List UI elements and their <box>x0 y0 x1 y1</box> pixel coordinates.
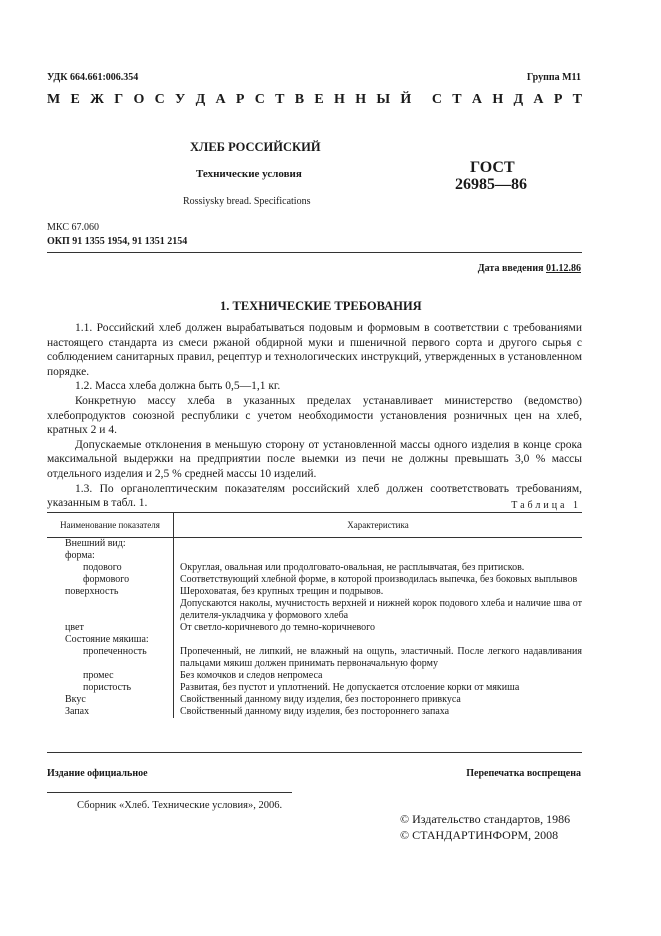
characteristic <box>174 538 583 551</box>
divider <box>47 252 582 253</box>
standard-banner <box>47 92 582 108</box>
indicator-name: промес <box>47 670 174 682</box>
okp-code: ОКП 91 1355 1954, 91 1351 2154 <box>47 236 188 247</box>
banner-letter: Д <box>195 92 206 107</box>
banner-letter: А <box>533 92 544 107</box>
reprint-note: Перепечатка воспрещена <box>466 768 581 779</box>
table-row <box>47 646 582 670</box>
introduction-date <box>478 263 581 274</box>
table-row <box>47 550 582 562</box>
organoleptic-table <box>47 512 582 718</box>
characteristic: Развитая, без пустот и уплотнений. Не допускается отслоение корки от мякиша <box>180 682 520 693</box>
banner-letter: М <box>47 92 61 107</box>
banner-letter: Р <box>235 92 245 107</box>
table-row <box>47 670 582 682</box>
banner-letter: С <box>154 92 165 107</box>
banner-letter: Т <box>452 92 462 107</box>
english-title: Rossiysky bread. Specifications <box>183 196 311 207</box>
characteristic: Шероховатая, без крупных трещин и подрывов. <box>180 586 384 597</box>
banner-letter: Н <box>334 92 345 107</box>
banner-letter: Д <box>513 92 524 107</box>
banner-letter: А <box>215 92 226 107</box>
characteristic: От светло-коричневого до темно-коричневого <box>180 622 376 633</box>
group-code: Группа М11 <box>526 72 581 83</box>
copyright-line: © Издательство стандартов, 1986 <box>400 812 571 826</box>
banner-letter: В <box>294 92 305 107</box>
banner-letter: Г <box>114 92 124 107</box>
indicator-name: пропеченность <box>47 646 174 670</box>
document-subtitle: Технические условия <box>196 168 302 180</box>
table-row <box>47 538 582 551</box>
banner-letter: С <box>254 92 265 107</box>
characteristic: Допускаются наколы, мучнистость верхней и нижней корок подового хлеба и наличие шва от делителя-укладчика у формового хлеба <box>180 598 582 621</box>
table-row <box>47 598 582 622</box>
indicator-name: Состояние мякиша: <box>47 634 174 646</box>
paragraph: Допускаемые отклонения в меньшую сторону от установленной массы одного изделия в конце срока максимальной выдержки на предприятии после выемки из печи не должны превышать 3,0 % массы отдельного изделия и 2,5 % средней массы 10 изделий. <box>47 438 582 480</box>
banner-letter: Н <box>355 92 367 107</box>
column-header: Наименование показателя <box>47 513 174 538</box>
table-row <box>47 622 582 634</box>
table-row <box>47 586 582 598</box>
characteristic: Соответствующий хлебной форме, в которой производилась выпечка, без боковых выплывов <box>180 574 578 585</box>
date-label: Дата введения <box>477 263 544 274</box>
mks-code: МКС 67.060 <box>47 222 99 233</box>
banner-letter: Е <box>314 92 324 107</box>
banner-letter: Й <box>400 92 412 107</box>
banner-letter: Н <box>492 92 504 107</box>
banner-letter: О <box>133 92 145 107</box>
indicator-name: Вкус <box>47 694 174 706</box>
banner-letter: Ж <box>90 92 104 107</box>
table-caption: Таблица 1 <box>511 500 581 511</box>
gost-number: 26985—86 <box>455 176 527 193</box>
table-row <box>47 562 582 574</box>
characteristic <box>174 634 583 646</box>
table-bottom-border <box>47 752 582 753</box>
collection-note: Сборник «Хлеб. Технические условия», 2006. <box>77 800 283 811</box>
characteristic: Пропеченный, не липкий, не влажный на ощупь, эластичный. После легкого надавливания пальцами мякиш должен принимать первоначальную форму <box>180 646 582 669</box>
udk-code: УДК 664.661:006.354 <box>47 72 139 83</box>
indicator-name <box>47 598 174 622</box>
table-row <box>47 634 582 646</box>
body-text <box>47 321 582 511</box>
banner-letter: Р <box>553 92 563 107</box>
banner-letter: А <box>471 92 483 107</box>
date-value: 01.12.86 <box>546 263 581 274</box>
indicator-name: Внешний вид: <box>47 538 174 551</box>
paragraph: 1.3. По органолептическим показателям российский хлеб должен соответствовать требованиям, указанным в табл. 1. <box>47 482 582 510</box>
characteristic: Без комочков и следов непромеса <box>180 670 323 681</box>
banner-letter: Т <box>275 92 285 107</box>
edition-note: Издание официальное <box>47 768 148 779</box>
paragraph: 1.2. Масса хлеба должна быть 0,5—1,1 кг. <box>75 380 281 393</box>
characteristic: Свойственный данному виду изделия, без постороннего привкуса <box>180 694 461 705</box>
banner-letter: Т <box>572 92 582 107</box>
indicator-name: Запах <box>47 706 174 718</box>
characteristic: Свойственный данному виду изделия, без постороннего запаха <box>180 706 450 717</box>
footnote-divider <box>47 792 292 793</box>
table-row <box>47 694 582 706</box>
characteristic <box>174 550 583 562</box>
paragraph: 1.1. Российский хлеб должен вырабатываться подовым и формовым в соответствии с требованиями настоящего стандарта из смеси ржаной обдирной муки и пшеничной первого сорта и другого сырья с соблюдением санитарных правил, рецептур и технологических инструкций, утвержденных в установленном порядке. <box>47 322 582 378</box>
indicator-name: формового <box>47 574 174 586</box>
section-title: 1. ТЕХНИЧЕСКИЕ ТРЕБОВАНИЯ <box>220 299 422 313</box>
table-row <box>47 574 582 586</box>
copyright-line: © СТАНДАРТИНФОРМ, 2008 <box>400 828 559 842</box>
indicator-name: поверхность <box>47 586 174 598</box>
banner-letter: Е <box>70 92 80 107</box>
indicator-name: подового <box>47 562 174 574</box>
table-row <box>47 682 582 694</box>
characteristic: Округлая, овальная или продолговато-овальная, не расплывчатая, без притисков. <box>180 562 525 573</box>
banner-letter: Ы <box>376 92 391 107</box>
column-header: Характеристика <box>174 513 583 538</box>
indicator-name: пористость <box>47 682 174 694</box>
banner-letter: С <box>431 92 442 107</box>
paragraph: Конкретную массу хлеба в указанных пределах устанавливает министерство (ведомство) хлебопродуктов союзной республики с учетом необходимости установления розничных цен на хлеб, кратных 2 и 4. <box>47 394 582 437</box>
banner-letter: У <box>175 92 186 107</box>
indicator-name: цвет <box>47 622 174 634</box>
table-row <box>47 706 582 718</box>
gost-label: ГОСТ <box>470 159 515 176</box>
document-title: ХЛЕБ РОССИЙСКИЙ <box>190 140 321 154</box>
indicator-name: форма: <box>47 550 174 562</box>
